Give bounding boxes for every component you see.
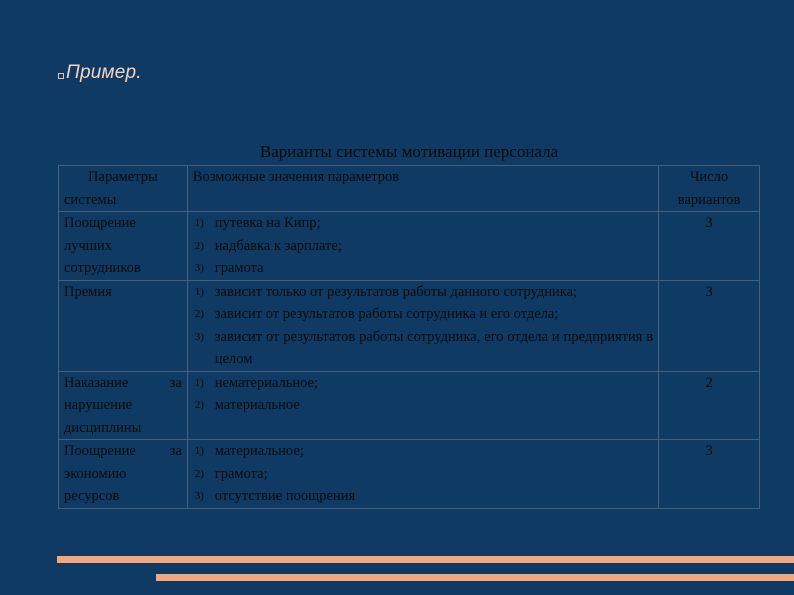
- item-number: 1): [194, 217, 204, 229]
- values-cell: [187, 371, 658, 440]
- item-text: надбавка к зарплате;: [214, 237, 342, 254]
- header-values: Возможные значения параметров: [187, 166, 658, 212]
- count-cell: 2: [659, 371, 760, 440]
- item-number: 1): [194, 445, 204, 457]
- slide-heading: [58, 62, 142, 84]
- item-text: материальное;: [214, 443, 304, 459]
- item-number: 2): [194, 467, 204, 480]
- param-cell: Поощрение за экономию ресурсов: [59, 440, 188, 509]
- motivation-table: [58, 165, 760, 509]
- item-text: материальное: [214, 397, 300, 413]
- item-number: 1): [194, 285, 204, 298]
- table-row: [59, 371, 760, 440]
- value-item: [193, 440, 653, 463]
- count-cell: 3: [659, 212, 760, 281]
- table-row: [59, 440, 760, 509]
- item-text: зависит только от результатов работы данного сотрудника;: [214, 283, 578, 300]
- square-bullet-icon: [58, 73, 64, 79]
- header-parameters: Параметры системы: [59, 166, 188, 212]
- table-header-row: [59, 166, 760, 212]
- param-cell: Наказание за нарушение дисциплины: [59, 371, 188, 440]
- value-item: [193, 303, 653, 326]
- item-number: 2): [194, 308, 204, 320]
- table-caption: Варианты системы мотивации персонала: [259, 142, 559, 161]
- item-text: путевка на Кипр;: [214, 215, 321, 231]
- item-number: 2): [194, 399, 204, 411]
- item-number: 3): [194, 330, 204, 343]
- values-cell: [187, 280, 658, 371]
- value-item: [193, 212, 653, 235]
- heading-text: Пример.: [66, 62, 142, 83]
- value-item: [193, 372, 653, 395]
- item-number: 1): [194, 376, 204, 389]
- value-item: [193, 257, 653, 280]
- item-text: грамота: [214, 260, 264, 276]
- param-cell: Премия: [59, 280, 188, 371]
- table-row: [59, 212, 760, 281]
- accent-bar-bottom: [156, 574, 794, 581]
- item-text: отсутствие поощрения: [214, 488, 356, 504]
- item-text: зависит от результатов работы сотрудника и его отдела;: [214, 306, 559, 322]
- count-cell: 3: [659, 280, 760, 371]
- values-cell: [187, 212, 658, 281]
- accent-bar-top: [57, 556, 794, 563]
- param-cell: Поощрение лучших сотрудников: [59, 212, 188, 281]
- value-item: [193, 463, 653, 486]
- item-number: 3): [194, 490, 204, 502]
- item-number: 3): [194, 262, 204, 274]
- item-text: нематериальное;: [214, 374, 318, 391]
- count-cell: 3: [659, 440, 760, 509]
- value-item: [193, 235, 653, 258]
- item-text: зависит от результатов работы сотрудника, его отдела и предприятия в целом: [214, 328, 654, 367]
- values-cell: [187, 440, 658, 509]
- value-item: [193, 281, 653, 304]
- item-text: грамота;: [214, 465, 268, 482]
- item-number: 2): [194, 239, 204, 252]
- value-item: [193, 485, 653, 508]
- table-row: [59, 280, 760, 371]
- value-item: [193, 326, 653, 371]
- value-item: [193, 394, 653, 417]
- header-count: Число вариантов: [659, 166, 760, 212]
